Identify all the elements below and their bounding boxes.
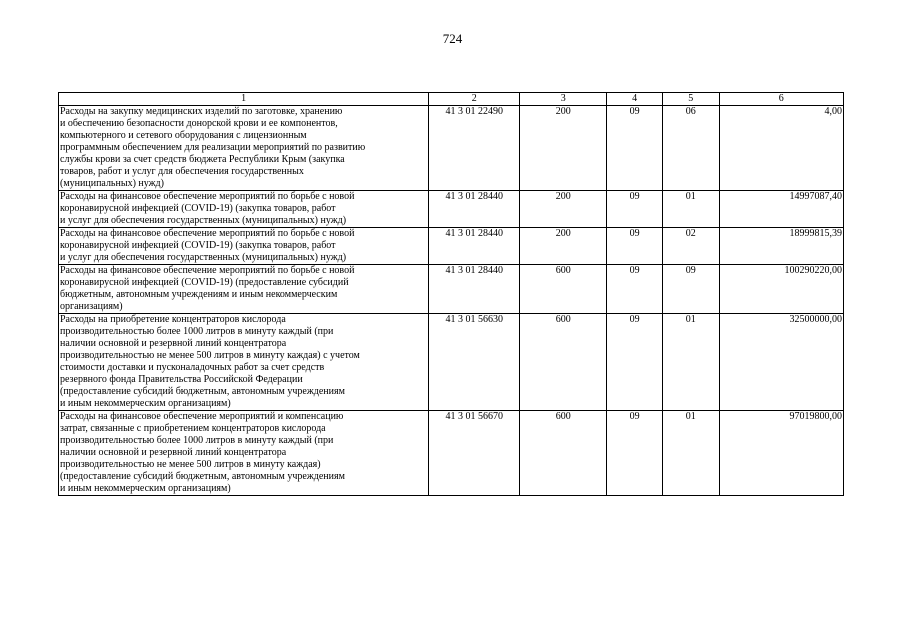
subsection: 06 [662, 106, 719, 191]
column-header-2: 2 [429, 93, 520, 106]
column-header-1: 1 [59, 93, 429, 106]
expense-description: Расходы на закупку медицинских изделий по заготовке, хранению и обеспечению безопасности донорской крови и ее компонентов, компьютерного и сетевого оборудования с лицензионным программным обеспечением для реализации мероприятий по развитию службы крови за счет средств бюджета Республики Крым (закупка товаров, работ и услуг для обеспечения государственных (муниципальных) нужд) [59, 106, 429, 191]
budget-table [58, 92, 844, 496]
page-number: 724 [442, 31, 463, 46]
section: 09 [607, 265, 663, 314]
table-row [59, 314, 844, 411]
expense-description: Расходы на финансовое обеспечение мероприятий по борьбе с новой коронавирусной инфекцией (COVID-19) (закупка товаров, работ и услуг для обеспечения государственных (муниципальных) нужд) [59, 228, 429, 265]
column-header-3: 3 [520, 93, 607, 106]
amount: 97019800,00 [719, 411, 843, 496]
table-row [59, 228, 844, 265]
expense-type: 200 [520, 191, 607, 228]
expense-type: 200 [520, 228, 607, 265]
table-row [59, 191, 844, 228]
section: 09 [607, 411, 663, 496]
section: 09 [607, 314, 663, 411]
target-code: 41 3 01 56630 [429, 314, 520, 411]
section: 09 [607, 228, 663, 265]
expense-description: Расходы на приобретение концентраторов кислорода производительностью более 1000 литров в минуту каждый (при наличии основной и резервной линий концентратора производительностью не менее 500 литров в минуту каждая) с учетом стоимости доставки и пусконаладочных работ за счет средств резервного фонда Правительства Российской Федерации (предоставление субсидий бюджетным, автономным учреждениям и иным некоммерческим организациям) [59, 314, 429, 411]
amount: 32500000,00 [719, 314, 843, 411]
amount: 100290220,00 [719, 265, 843, 314]
amount: 14997087,40 [719, 191, 843, 228]
column-header-4: 4 [607, 93, 663, 106]
expense-type: 600 [520, 411, 607, 496]
expense-type: 200 [520, 106, 607, 191]
table-row [59, 106, 844, 191]
expense-type: 600 [520, 314, 607, 411]
column-header-5: 5 [662, 93, 719, 106]
section: 09 [607, 191, 663, 228]
section: 09 [607, 106, 663, 191]
subsection: 01 [662, 314, 719, 411]
target-code: 41 3 01 56670 [429, 411, 520, 496]
target-code: 41 3 01 28440 [429, 265, 520, 314]
expense-description: Расходы на финансовое обеспечение мероприятий по борьбе с новой коронавирусной инфекцией (COVID-19) (закупка товаров, работ и услуг для обеспечения государственных (муниципальных) нужд) [59, 191, 429, 228]
subsection: 09 [662, 265, 719, 314]
target-code: 41 3 01 28440 [429, 228, 520, 265]
expense-description: Расходы на финансовое обеспечение мероприятий и компенсацию затрат, связанные с приобретением концентраторов кислорода производительностью более 1000 литров в минуту каждый (при наличии основной и резервной линий концентратора производительностью не менее 500 литров в минуту каждая) (предоставление субсидий бюджетным, автономным учреждениям и иным некоммерческим организациям) [59, 411, 429, 496]
table-row [59, 265, 844, 314]
expense-description: Расходы на финансовое обеспечение мероприятий по борьбе с новой коронавирусной инфекцией (COVID-19) (предоставление субсидий бюджетным, автономным учреждениям и иным некоммерческим организациям) [59, 265, 429, 314]
target-code: 41 3 01 28440 [429, 191, 520, 228]
header-row [59, 93, 844, 106]
amount: 18999815,39 [719, 228, 843, 265]
amount: 4,00 [719, 106, 843, 191]
expense-type: 600 [520, 265, 607, 314]
subsection: 02 [662, 228, 719, 265]
subsection: 01 [662, 411, 719, 496]
target-code: 41 3 01 22490 [429, 106, 520, 191]
subsection: 01 [662, 191, 719, 228]
column-header-6: 6 [719, 93, 843, 106]
table-row [59, 411, 844, 496]
